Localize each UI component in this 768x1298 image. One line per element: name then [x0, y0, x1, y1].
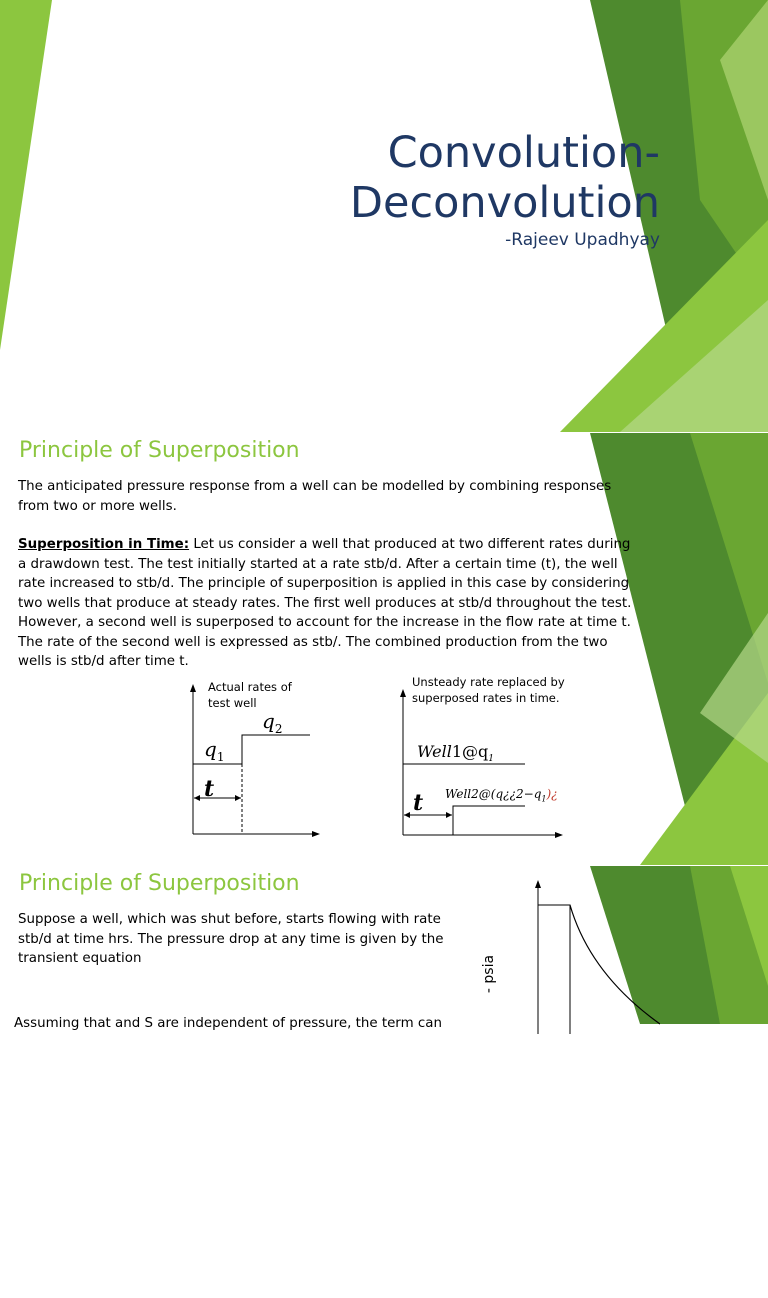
t-arrow-left — [404, 812, 410, 818]
x-axis-arrow — [555, 832, 563, 838]
time-heading: Superposition in Time: — [18, 537, 190, 552]
well1-rest: 1@q — [451, 742, 489, 761]
t-arrow-right — [235, 795, 241, 801]
well1-label — [417, 742, 494, 764]
slide-paragraph: Suppose a well, which was shut before, starts flowing with rate stb/d at time hrs. The pressure drop at any time is given by the transient equation — [18, 912, 444, 966]
presentation-title — [350, 128, 660, 228]
title-slide — [0, 0, 768, 432]
t-arrow-right — [446, 812, 452, 818]
superposition-slide-continued — [0, 866, 768, 1298]
y-axis-arrow — [190, 684, 196, 692]
pressure-step — [538, 905, 570, 1034]
left-green-shard — [0, 0, 52, 350]
axis-label-psia: - psia — [481, 954, 498, 994]
time-text: Let us consider a well that produced at two different rates during a drawdown test. The test initially started at a rate stb/d. After a certain time (t), the well rate increased to stb/d. The principle of superposition is applied in this case by considering two wells that produce at steady rates. The first well produces at stb/d throughout the test. However, a second well is superposed to account for the increase in the flow rate at time t. The rate of the second well is expressed as stb/. The combined production from the two wells is stb/d after time t. — [18, 537, 632, 669]
q2-symbol: q — [262, 709, 275, 733]
slide-paragraph-2: Assuming that and S are independent of pressure, the term can — [14, 1016, 442, 1031]
q2-label — [262, 709, 282, 736]
author-name: -Rajeev Upadhyay — [505, 230, 660, 250]
well1-word: Well — [417, 742, 452, 761]
well2-text: Well2@(q¿¿2−q — [445, 787, 542, 801]
pressure-curve — [570, 905, 660, 1024]
superposition-slide — [0, 433, 768, 865]
well1-subscript: 1 — [488, 754, 494, 765]
slide-title: Principle of Superposition — [19, 871, 300, 896]
title-line-2: Deconvolution — [349, 178, 660, 228]
q2-subscript: 2 — [274, 722, 283, 736]
t-label-right: t — [413, 790, 424, 816]
well2-end: )¿ — [546, 787, 558, 801]
t-label-left: t — [204, 776, 215, 802]
pressure-diagram — [520, 874, 660, 1034]
title-line-1: Convolution- — [387, 128, 660, 178]
y-axis-arrow — [400, 689, 406, 697]
slide-title: Principle of Superposition — [19, 438, 300, 463]
q1-subscript: 1 — [216, 750, 225, 764]
intro-paragraph: The anticipated pressure response from a well can be modelled by combining responses from two or more wells. — [18, 479, 612, 514]
x-axis-arrow — [312, 831, 320, 837]
left-diagram-caption: Actual rates of test well — [208, 680, 292, 710]
q1-label — [204, 737, 224, 764]
well2-label — [445, 787, 558, 803]
q1-symbol: q — [204, 737, 217, 761]
well2-subscript: 1 — [541, 794, 547, 804]
t-arrow-left — [194, 795, 200, 801]
right-diagram-caption: Unsteady rate replaced by superposed rates in time. — [412, 675, 565, 705]
time-paragraph — [18, 535, 636, 672]
y-axis-arrow — [535, 880, 541, 888]
